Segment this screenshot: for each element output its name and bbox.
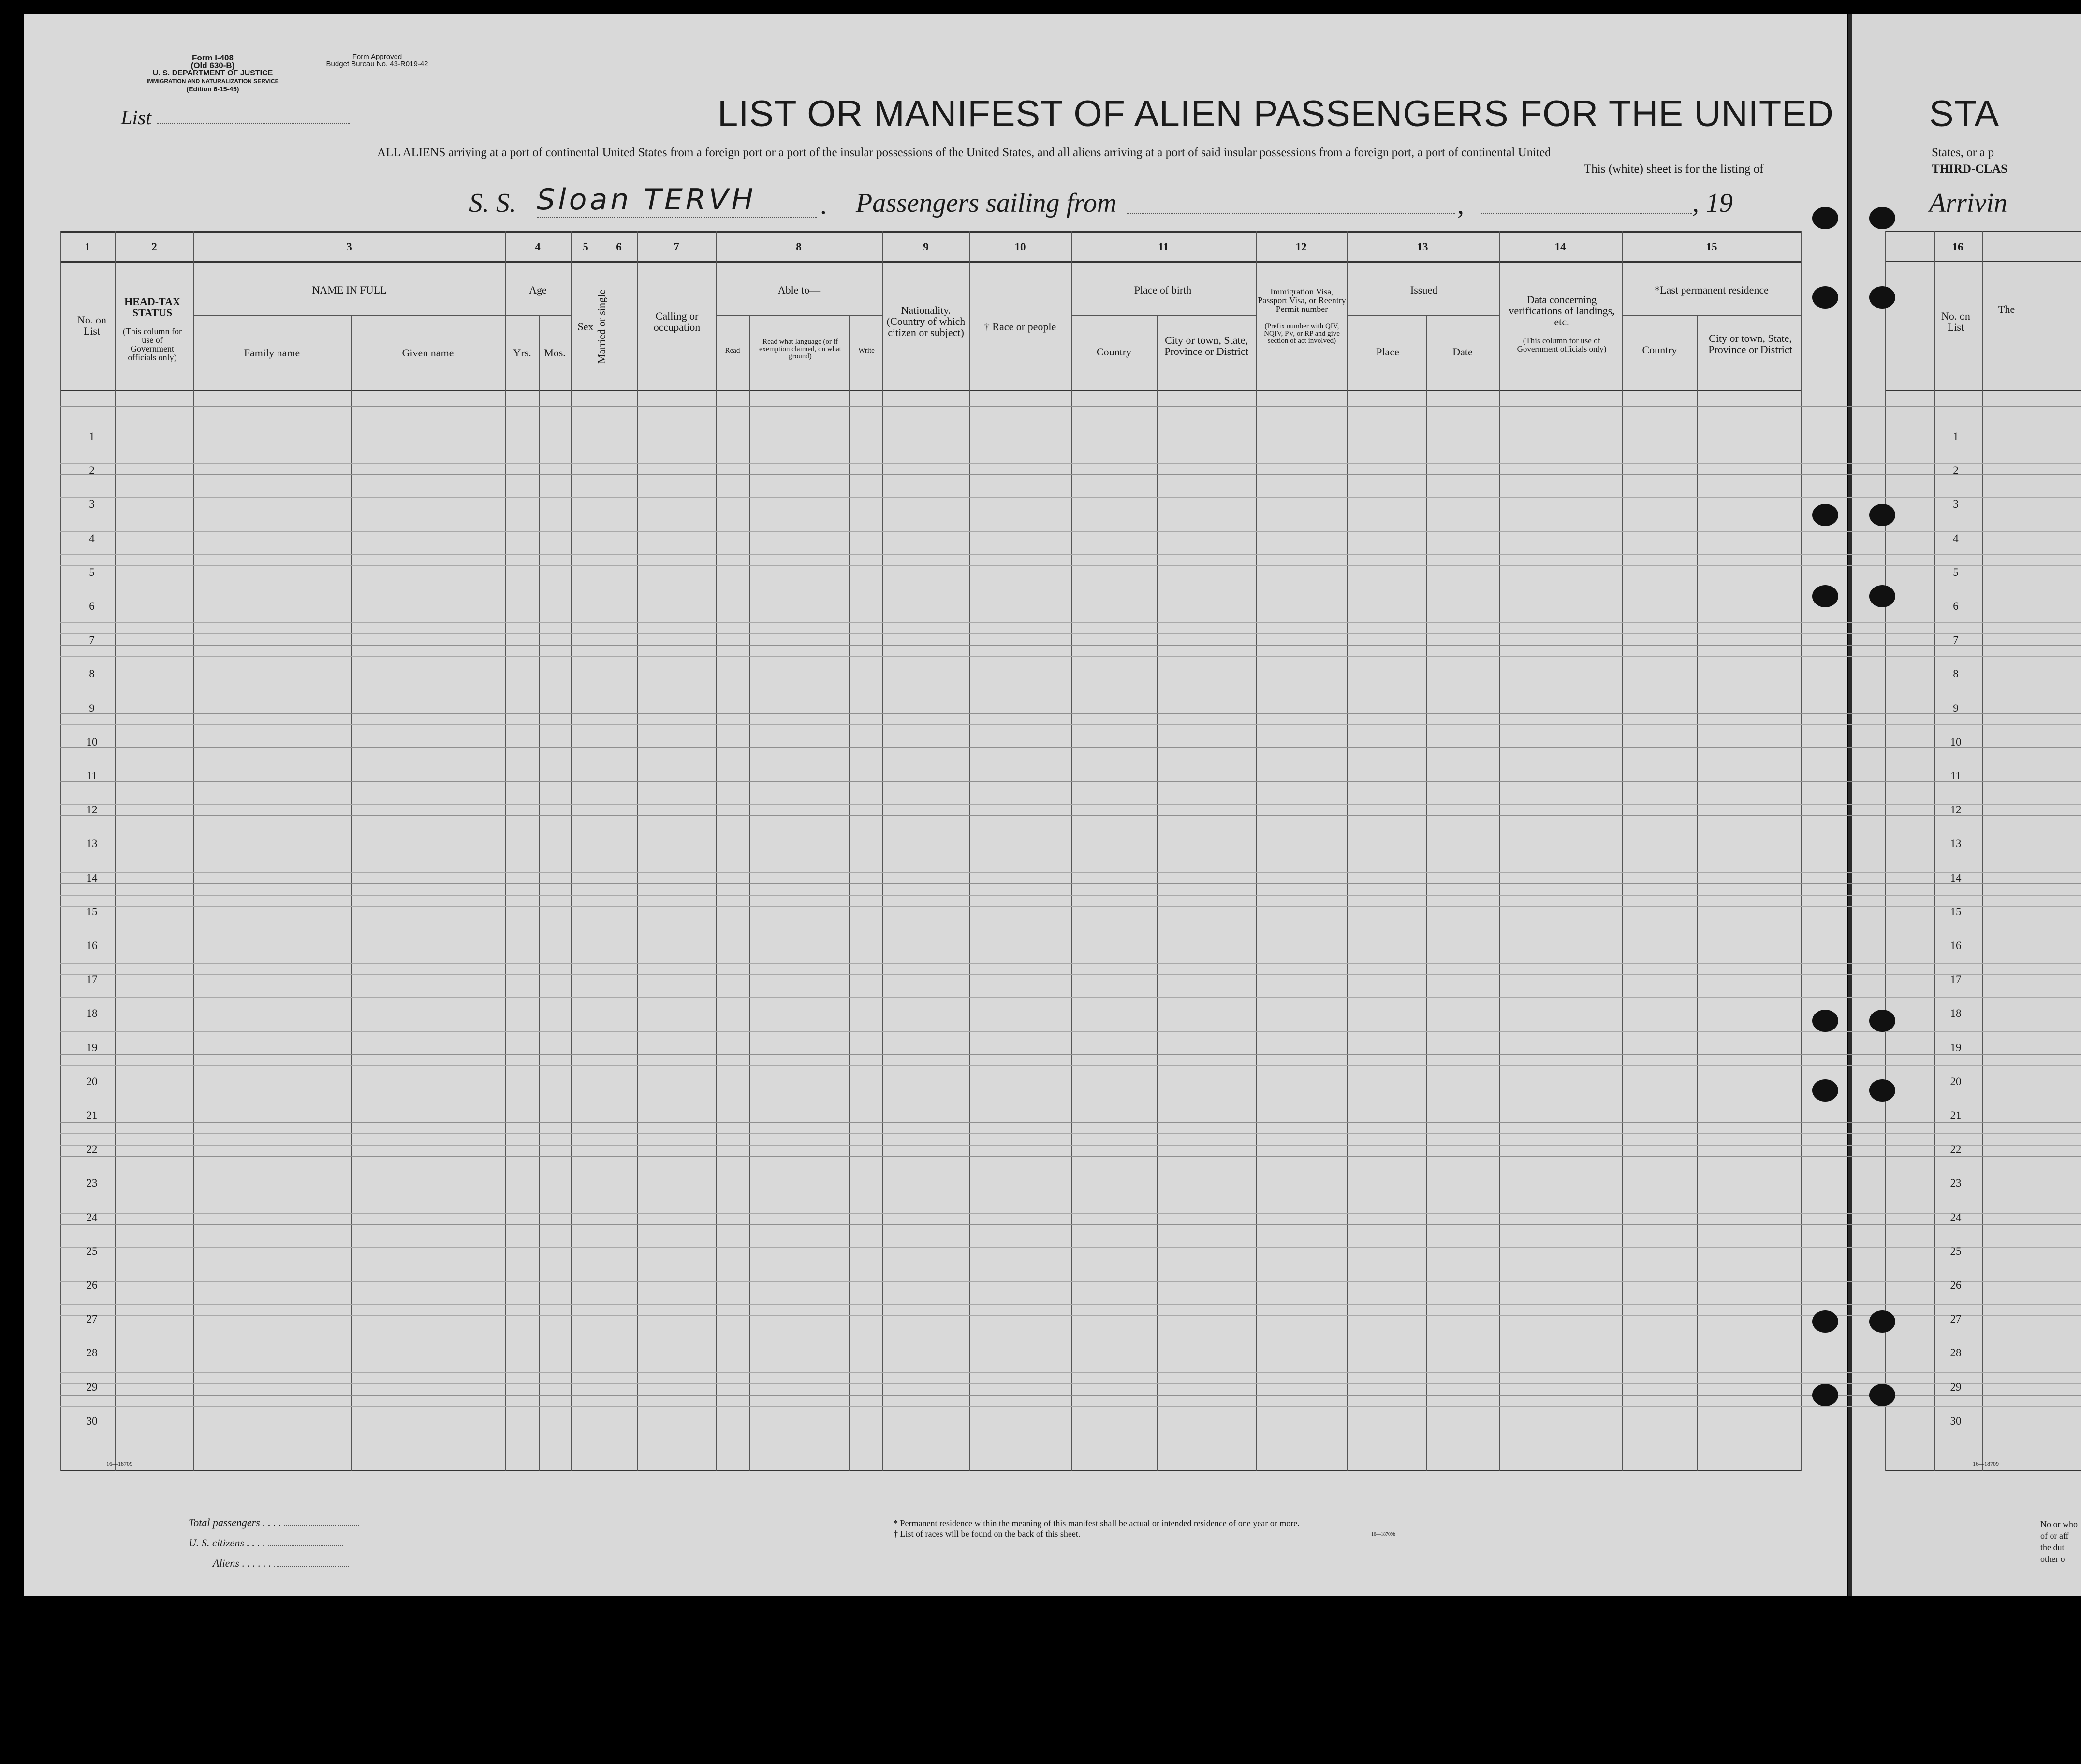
age-header: Age	[529, 284, 547, 296]
ruled-line	[60, 815, 2081, 816]
row-number: 16	[1950, 940, 1962, 952]
year-prefix: , 19	[1692, 188, 1733, 218]
subtitle-line2: This (white) sheet is for the listing of	[1584, 162, 1764, 176]
family-name-header: Family name	[244, 347, 300, 359]
nationality-header: Nationality. (Country of which citizen or subject)	[886, 304, 966, 338]
column-number: 14	[1554, 241, 1566, 253]
name-in-full-header: NAME IN FULL	[312, 284, 387, 296]
row-number: 24	[1950, 1211, 1962, 1223]
total-passengers-row: Total passengers . . . .	[189, 1516, 359, 1529]
row-number: 3	[89, 498, 95, 511]
row-number: 25	[1950, 1245, 1962, 1257]
ruled-line	[60, 1213, 2081, 1214]
subheader-divider	[1071, 315, 1256, 316]
head-tax-header: HEAD-TAX STATUS	[124, 295, 180, 319]
row-number: 2	[1953, 464, 1959, 477]
row-number: 10	[1950, 735, 1962, 748]
punch-hole	[1869, 286, 1895, 309]
ruled-line	[60, 474, 2081, 475]
us-citizens-field[interactable]	[268, 1545, 343, 1546]
page-title-continued: STA	[1929, 93, 2000, 134]
ruled-line	[60, 1133, 2081, 1134]
ruled-line	[60, 1304, 2081, 1305]
residence-city-header: City or town, State, Province or District	[1708, 332, 1792, 355]
row-number: 21	[1950, 1109, 1962, 1121]
row-number: 28	[86, 1347, 98, 1359]
column-number: 1	[85, 241, 90, 253]
ruled-line	[60, 974, 2081, 975]
row-number: 19	[86, 1041, 98, 1054]
sheet-fold	[1848, 14, 1852, 1596]
no-on-list-header: No. on List	[77, 314, 106, 337]
ruled-line	[60, 633, 2081, 634]
ruled-line	[60, 656, 2081, 657]
column-number: 15	[1706, 241, 1717, 253]
ruled-line	[60, 906, 2081, 907]
column-number: 7	[674, 241, 679, 253]
ruled-line	[60, 622, 2081, 623]
ruled-line	[60, 1247, 2081, 1248]
head-tax-note: (This column for use of Government officials only)	[123, 326, 182, 362]
residence-country-header: Country	[1642, 344, 1677, 356]
ruled-line	[60, 724, 2081, 725]
ruled-line	[60, 997, 2081, 998]
row-number: 10	[86, 735, 98, 748]
birth-country-header: Country	[1096, 346, 1132, 358]
row-number: 24	[86, 1211, 98, 1223]
row-number: 5	[89, 566, 95, 578]
row-number: 18	[86, 1007, 98, 1020]
ship-prefix: S. S.	[469, 188, 516, 218]
row-number: 16	[86, 940, 98, 952]
data-concerning-note: (This column for use of Government officials only)	[1517, 336, 1607, 353]
aliens-row: Aliens . . . . . .	[213, 1557, 349, 1570]
row-number: 4	[89, 532, 95, 544]
aliens-field[interactable]	[274, 1566, 349, 1567]
subheader-divider	[716, 315, 882, 316]
punch-hole	[1869, 585, 1895, 607]
mos-header: Mos.	[544, 347, 566, 359]
ruled-line	[60, 883, 2081, 884]
column-number: 6	[616, 241, 622, 253]
row-number: 1	[1953, 430, 1959, 442]
row-number: 11	[86, 770, 98, 782]
row-number: 5	[1953, 566, 1959, 578]
ruled-line	[60, 1031, 2081, 1032]
footnote-code: 16—18709b	[1371, 1532, 1395, 1537]
row-number: 20	[86, 1075, 98, 1088]
ruled-line	[60, 531, 2081, 532]
column-number: 16	[1952, 241, 1964, 253]
subcolumn-line	[849, 315, 850, 1471]
us-citizens-row: U. S. citizens . . . .	[189, 1537, 343, 1549]
sex-header: Sex	[577, 321, 594, 333]
punch-hole	[1812, 504, 1838, 526]
punch-hole	[1869, 504, 1895, 526]
print-code-right: 16—18709	[1973, 1460, 1999, 1467]
row-number: 18	[1950, 1007, 1962, 1020]
ship-line	[469, 188, 516, 219]
column-number: 13	[1417, 241, 1428, 253]
row-number: 29	[1950, 1381, 1962, 1393]
form-old-number: (Old 630-B)	[191, 61, 235, 70]
ruled-line	[60, 713, 2081, 714]
ruled-line	[60, 1156, 2081, 1157]
ruled-line	[60, 1372, 2081, 1373]
issued-place-header: Place	[1376, 346, 1399, 358]
row-number: 1	[89, 430, 95, 442]
print-code-left: 16—18709	[106, 1460, 132, 1467]
budget-approval	[319, 53, 435, 68]
ruled-line	[60, 497, 2081, 498]
punch-hole	[1869, 1010, 1895, 1032]
row-number: 22	[86, 1143, 98, 1156]
punch-hole	[1812, 1384, 1838, 1406]
row-number: 27	[86, 1313, 98, 1325]
row-number: 6	[89, 600, 95, 612]
right-partial-header: The	[1998, 303, 2015, 315]
row-number: 22	[1950, 1143, 1962, 1156]
ruled-line	[60, 804, 2081, 805]
row-number: 19	[1950, 1041, 1962, 1054]
issued-header: Issued	[1410, 284, 1438, 296]
row-number: 12	[1950, 804, 1962, 816]
department: U. S. DEPARTMENT OF JUSTICE	[152, 69, 273, 77]
column-number: 9	[923, 241, 929, 253]
row-number: 26	[1950, 1279, 1962, 1291]
column-number: 12	[1295, 241, 1307, 253]
able-to-header: Able to—	[777, 284, 821, 296]
row-number: 17	[1950, 973, 1962, 986]
form-number: Form I-408	[192, 53, 234, 62]
row-number: 8	[89, 668, 95, 680]
row-number: 9	[89, 702, 95, 714]
row-number: 3	[1953, 498, 1959, 511]
ruled-line	[60, 1406, 2081, 1407]
number-row-border	[60, 261, 1801, 263]
subheader-divider	[1622, 315, 1801, 316]
table-top-border	[60, 231, 1801, 233]
column-number: 4	[535, 241, 541, 253]
page-title: LIST OR MANIFEST OF ALIEN PASSENGERS FOR THE UNITED	[718, 93, 1834, 134]
row-number: 23	[1950, 1177, 1962, 1190]
column-number: 11	[1158, 241, 1169, 253]
row-number: 9	[1953, 702, 1959, 714]
row-number: 26	[86, 1279, 98, 1291]
subheader-divider	[505, 315, 571, 316]
row-number: 29	[86, 1381, 98, 1393]
ruled-line	[60, 895, 2081, 896]
ruled-line	[60, 406, 2081, 407]
row-number: 14	[1950, 871, 1962, 884]
ruled-line	[60, 1383, 2081, 1384]
subcolumn-line	[539, 315, 540, 1471]
subtitle-continued1: States, or a p	[1932, 146, 1994, 159]
ruled-line	[60, 747, 2081, 748]
punch-hole	[1869, 1384, 1895, 1406]
write-header: Write	[858, 347, 875, 354]
data-concerning-header: Data concerning verifications of landings, etc.	[1509, 294, 1615, 328]
sailing-port-field[interactable]	[1127, 193, 1455, 214]
column-number: 5	[583, 241, 588, 253]
form-meta	[145, 54, 280, 93]
yrs-header: Yrs.	[513, 347, 531, 359]
subcolumn-line	[1426, 315, 1427, 1471]
race-header: † Race or people	[984, 321, 1056, 333]
column-number: 10	[1014, 241, 1026, 253]
row-number: 23	[86, 1177, 98, 1190]
row-number: 4	[1953, 532, 1959, 544]
arriving-label: Arrivin	[1929, 188, 2008, 218]
row-number: 2	[89, 464, 95, 477]
ruled-line	[60, 1145, 2081, 1146]
table-bottom-border	[60, 1470, 1801, 1471]
row-number: 15	[1950, 905, 1962, 918]
right-footer-partial: No or who of or aff the dut other o	[2040, 1519, 2078, 1564]
list-label: List	[121, 106, 350, 130]
row-number: 21	[86, 1109, 98, 1121]
ruled-line	[60, 1224, 2081, 1225]
subtitle-line1: ALL ALIENS arriving at a port of continental United States from a foreign port or a port of the insular possessions of the United States, and all aliens arriving at a port of said insular possessions from a foreign port, a port of continental United	[377, 146, 1551, 159]
row-number: 8	[1953, 668, 1959, 680]
row-number: 13	[1950, 838, 1962, 850]
column-number: 2	[151, 241, 157, 253]
subheader-divider	[193, 315, 505, 316]
approval: Form Approved	[352, 53, 402, 61]
ruled-line	[60, 781, 2081, 782]
punch-hole	[1812, 1079, 1838, 1102]
sailing-label: Passengers sailing from	[856, 188, 1117, 218]
ruled-line	[60, 1065, 2081, 1066]
column-number: 8	[796, 241, 802, 253]
issued-date-header: Date	[1452, 346, 1473, 358]
row-number: 11	[1950, 770, 1962, 782]
punch-hole	[1812, 286, 1838, 309]
given-name-header: Given name	[402, 347, 454, 359]
row-number: 28	[1950, 1347, 1962, 1359]
punch-hole	[1869, 1310, 1895, 1333]
calling-header: Calling or occupation	[653, 310, 701, 333]
row-number: 27	[1950, 1313, 1962, 1325]
punch-hole	[1869, 207, 1895, 229]
footnote-races: † List of races will be found on the back of this sheet.	[894, 1529, 1081, 1539]
row-number: 17	[86, 973, 98, 986]
place-of-birth-header: Place of birth	[1134, 284, 1192, 296]
visa-header: Immigration Visa, Passport Visa, or Reentry Permit number	[1258, 287, 1346, 314]
ruled-line	[60, 463, 2081, 464]
row-number: 14	[86, 871, 98, 884]
row-number: 30	[86, 1414, 98, 1427]
ruled-line	[60, 1054, 2081, 1055]
read-language-header: Read what language (or if exemption claimed, on what ground)	[759, 338, 841, 360]
comma: ,	[1457, 190, 1464, 220]
ruled-line	[60, 963, 2081, 964]
subcolumn-line	[1157, 315, 1158, 1471]
row-number: 30	[1950, 1414, 1962, 1427]
ruled-line	[60, 872, 2081, 873]
row-number: 25	[86, 1245, 98, 1257]
subheader-divider	[1347, 315, 1499, 316]
ruled-line	[60, 645, 2081, 646]
row-number: 20	[1950, 1075, 1962, 1088]
punch-hole	[1812, 1010, 1838, 1032]
ship-period: .	[820, 190, 827, 220]
total-passengers-field[interactable]	[284, 1525, 359, 1526]
edition: (Edition 6-15-45)	[186, 85, 239, 93]
visa-note: (Prefix number with QIV, NQIV, PV, or RP and give section of act involved)	[1264, 323, 1340, 345]
row-number: 6	[1953, 600, 1959, 612]
budget-number: Budget Bureau No. 43-R019-42	[326, 60, 428, 68]
row-number: 12	[86, 804, 98, 816]
service: IMMIGRATION AND NATURALIZATION SERVICE	[147, 78, 279, 85]
header-bottom-border	[60, 390, 1801, 391]
ruled-line	[60, 554, 2081, 555]
ruled-line	[60, 1395, 2081, 1396]
ruled-line	[60, 1281, 2081, 1282]
subcolumn-line	[749, 315, 750, 1471]
footnote-permanent-residence: * Permanent residence within the meaning of this manifest shall be actual or intended residence of one year or more.	[894, 1518, 1300, 1528]
punch-hole	[1869, 1079, 1895, 1102]
subtitle-continued2: THIRD-CLAS	[1932, 162, 2008, 176]
row-number: 7	[1953, 634, 1959, 647]
subcolumn-line	[351, 315, 352, 1471]
ruled-line	[60, 1315, 2081, 1316]
read-header: Read	[725, 347, 740, 354]
right-no-on-list-header: No. on List	[1941, 310, 1970, 333]
row-number: 13	[86, 838, 98, 850]
sailing-date-field[interactable]	[1480, 193, 1692, 214]
list-number-field[interactable]	[157, 123, 350, 124]
ruled-line	[60, 565, 2081, 566]
ship-name-handwritten[interactable]: Sloan TERVH	[537, 183, 817, 218]
ruled-line	[60, 1122, 2081, 1123]
married-header: Married or single	[595, 290, 608, 364]
punch-hole	[1812, 207, 1838, 229]
last-residence-header: *Last permanent residence	[1655, 284, 1769, 296]
column-number: 3	[346, 241, 352, 253]
punch-hole	[1812, 1310, 1838, 1333]
row-number: 7	[89, 634, 95, 647]
row-number: 15	[86, 905, 98, 918]
punch-hole	[1812, 585, 1838, 607]
birth-city-header: City or town, State, Province or District	[1164, 334, 1248, 357]
subcolumn-line	[1697, 315, 1698, 1471]
